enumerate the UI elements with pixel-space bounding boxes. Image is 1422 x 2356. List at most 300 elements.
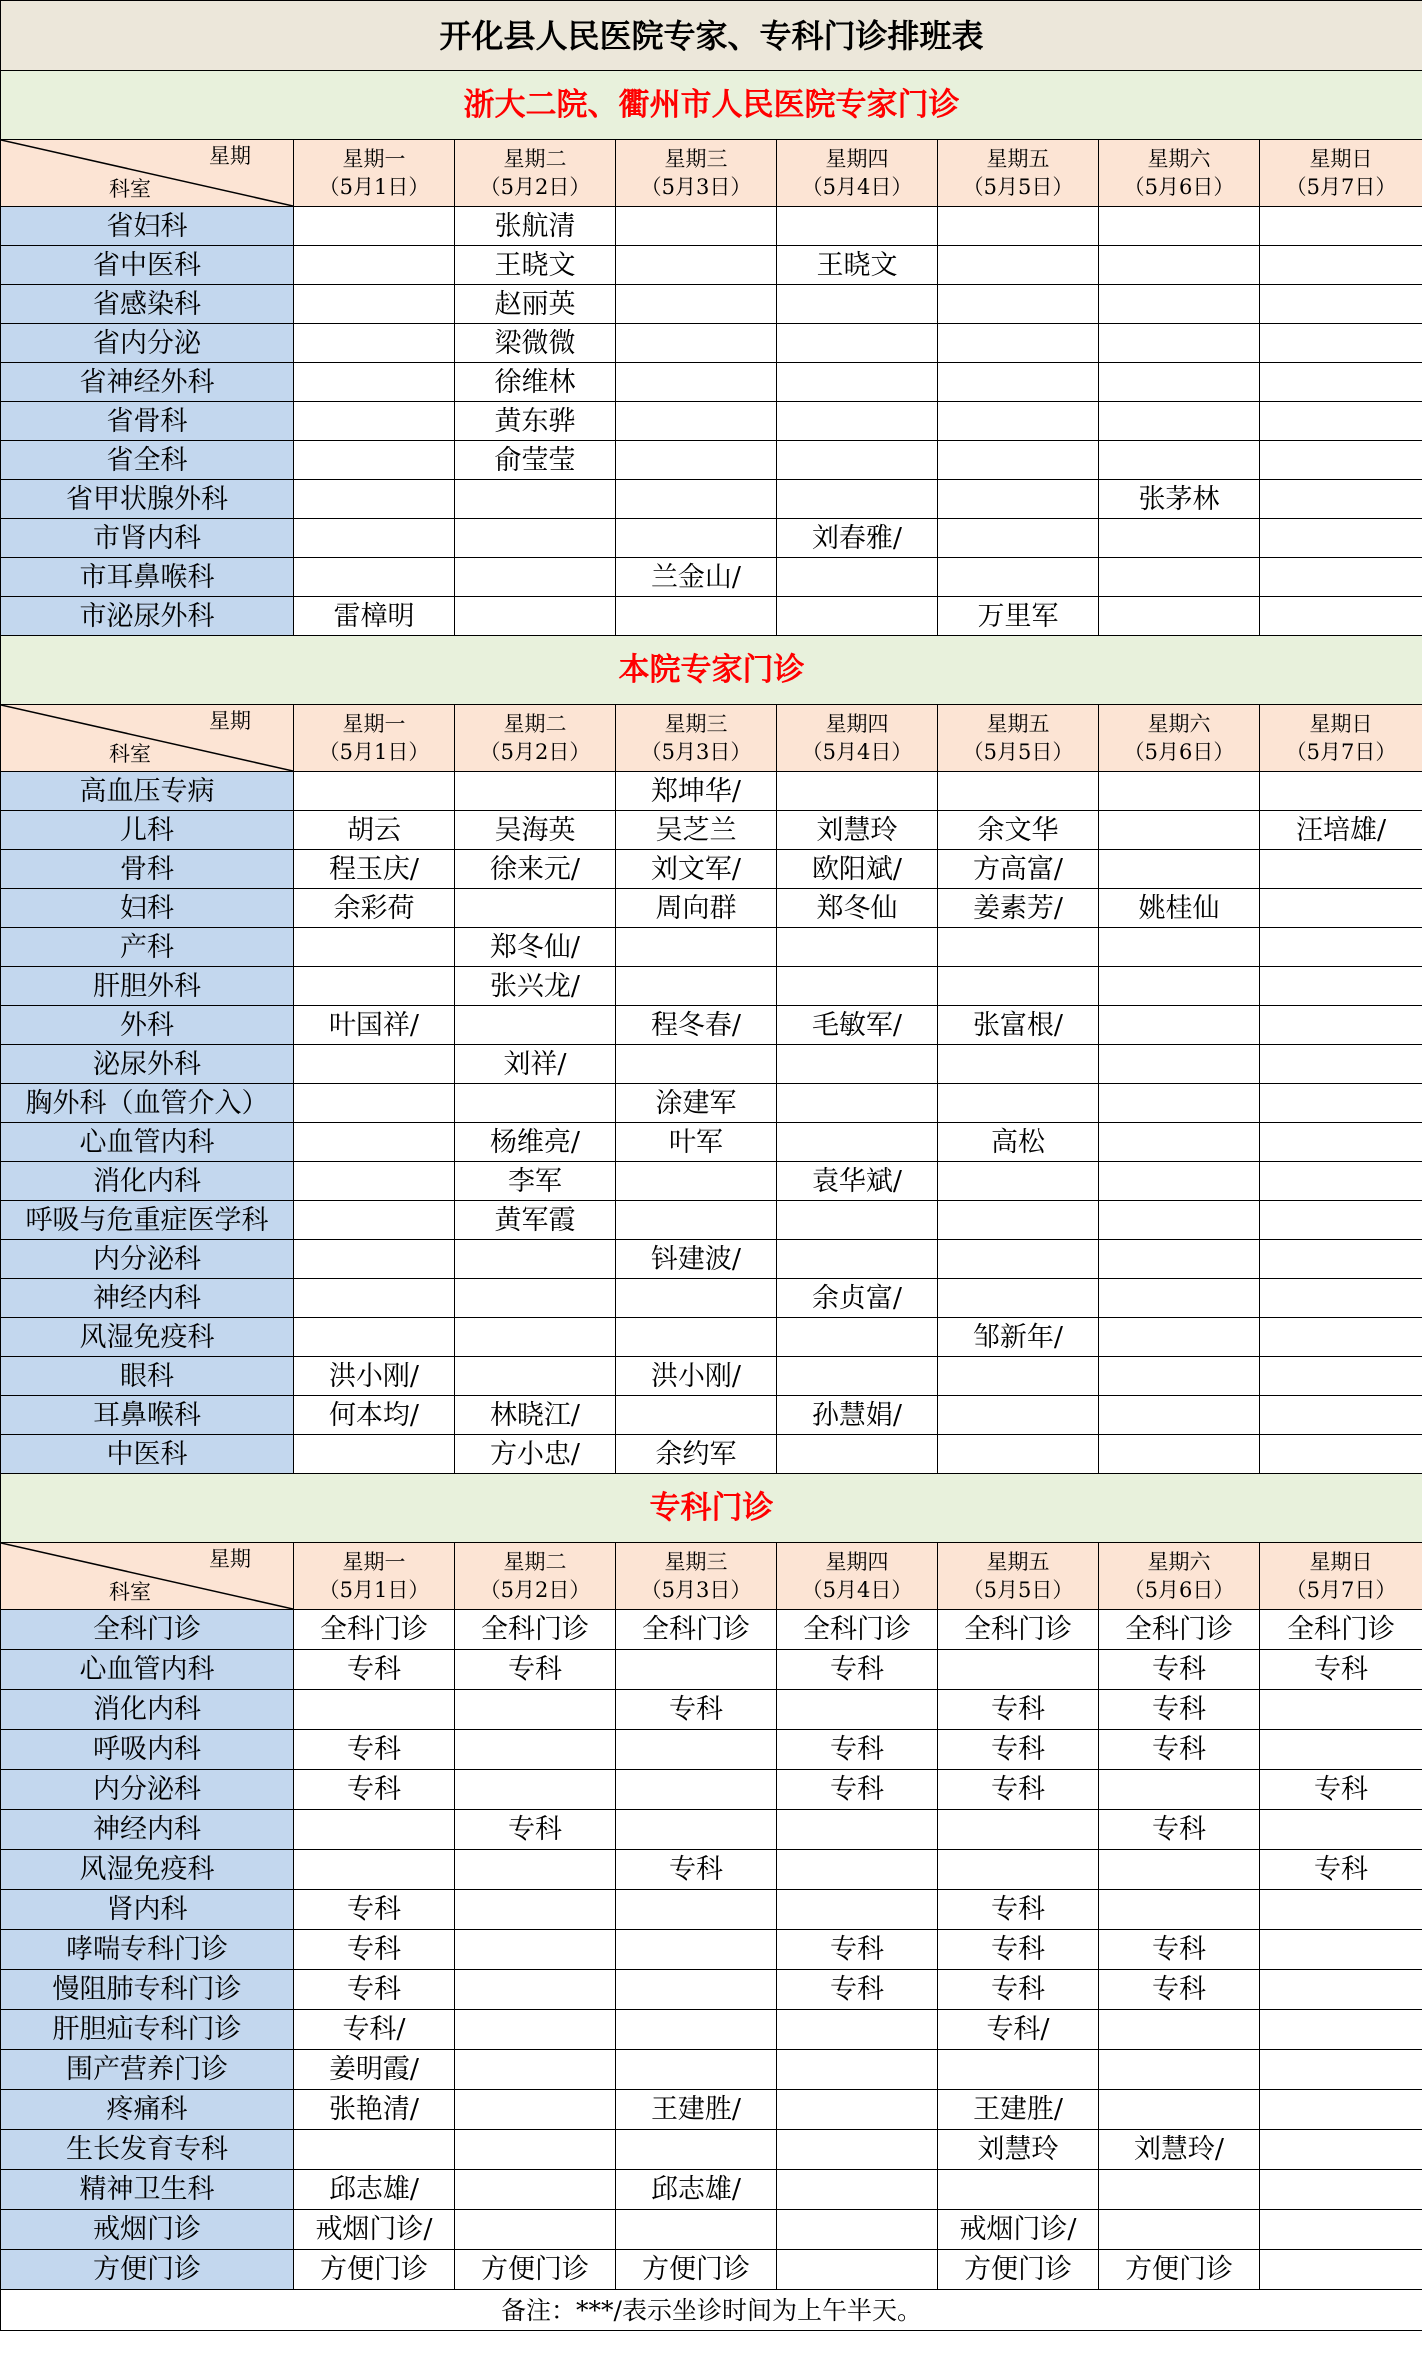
schedule-cell: 专科 — [777, 1930, 938, 1970]
schedule-cell — [294, 772, 455, 811]
schedule-body — [1, 1, 1422, 2290]
schedule-cell — [294, 1201, 455, 1240]
table-row — [1, 2130, 1422, 2170]
schedule-cell — [938, 1201, 1099, 1240]
schedule-cell — [1260, 480, 1422, 519]
schedule-cell — [1260, 1045, 1422, 1084]
schedule-cell — [938, 558, 1099, 597]
corner-week-label: 星期 — [209, 1547, 251, 1571]
schedule-cell: 洪小刚/ — [294, 1357, 455, 1396]
weekday-date: （5月7日） — [1285, 1578, 1397, 1602]
schedule-cell — [777, 772, 938, 811]
schedule-cell — [455, 2050, 616, 2090]
schedule-cell — [1099, 207, 1260, 246]
schedule-cell: 兰金山/ — [616, 558, 777, 597]
schedule-cell: 专科 — [294, 1930, 455, 1970]
schedule-cell — [1099, 402, 1260, 441]
weekday-header — [1260, 705, 1422, 772]
schedule-cell — [1099, 928, 1260, 967]
schedule-cell — [777, 2210, 938, 2250]
schedule-cell — [1099, 1318, 1260, 1357]
schedule-cell — [1260, 441, 1422, 480]
schedule-cell: 专科 — [294, 1970, 455, 2010]
table-row — [1, 1240, 1422, 1279]
schedule-cell — [616, 1730, 777, 1770]
schedule-cell — [777, 1123, 938, 1162]
department-cell: 中医科 — [1, 1435, 294, 1474]
schedule-cell: 专科 — [1260, 1770, 1422, 1810]
weekday-date: （5月2日） — [479, 740, 591, 764]
schedule-cell — [455, 1930, 616, 1970]
weekday-date: （5月4日） — [801, 740, 913, 764]
schedule-cell — [294, 928, 455, 967]
weekday-date: （5月5日） — [962, 740, 1074, 764]
schedule-cell — [777, 1240, 938, 1279]
schedule-cell — [616, 2210, 777, 2250]
schedule-cell — [616, 207, 777, 246]
table-row — [1, 1357, 1422, 1396]
weekday-name: 星期四 — [825, 1550, 889, 1574]
schedule-cell — [616, 1201, 777, 1240]
schedule-cell — [455, 1770, 616, 1810]
weekday-header — [294, 140, 455, 207]
schedule-cell — [455, 2130, 616, 2170]
department-cell: 产科 — [1, 928, 294, 967]
weekday-date: （5月3日） — [640, 1578, 752, 1602]
schedule-cell: 专科 — [294, 1770, 455, 1810]
schedule-cell — [294, 519, 455, 558]
schedule-cell — [1260, 850, 1422, 889]
schedule-cell — [777, 2170, 938, 2210]
schedule-cell — [777, 324, 938, 363]
schedule-cell: 专科 — [777, 1650, 938, 1690]
schedule-cell: 欧阳斌/ — [777, 850, 938, 889]
schedule-cell: 俞莹莹 — [455, 441, 616, 480]
schedule-cell: 王建胜/ — [616, 2090, 777, 2130]
table-row — [1, 889, 1422, 928]
table-row — [1, 1123, 1422, 1162]
schedule-cell: 全科门诊 — [1260, 1610, 1422, 1650]
schedule-cell — [1260, 2210, 1422, 2250]
schedule-cell — [1260, 1084, 1422, 1123]
schedule-cell — [294, 1162, 455, 1201]
schedule-cell: 专科 — [294, 1730, 455, 1770]
schedule-cell: 专科 — [1260, 1850, 1422, 1890]
schedule-cell: 专科 — [1099, 1930, 1260, 1970]
table-row — [1, 558, 1422, 597]
schedule-cell: 邱志雄/ — [294, 2170, 455, 2210]
schedule-cell — [1260, 2170, 1422, 2210]
schedule-cell — [455, 2170, 616, 2210]
schedule-cell — [777, 1435, 938, 1474]
weekday-date: （5月2日） — [479, 1578, 591, 1602]
schedule-cell: 徐维林 — [455, 363, 616, 402]
schedule-cell — [938, 1810, 1099, 1850]
schedule-cell — [1260, 363, 1422, 402]
schedule-cell — [616, 480, 777, 519]
schedule-cell: 专科 — [1099, 1650, 1260, 1690]
schedule-cell: 叶军 — [616, 1123, 777, 1162]
schedule-cell — [1260, 2050, 1422, 2090]
schedule-cell — [616, 1970, 777, 2010]
schedule-cell: 吴海英 — [455, 811, 616, 850]
table-row — [1, 363, 1422, 402]
schedule-cell — [1260, 1970, 1422, 2010]
weekday-header-row — [1, 1543, 1422, 1610]
schedule-cell: 张航清 — [455, 207, 616, 246]
schedule-cell — [777, 967, 938, 1006]
schedule-cell: 全科门诊 — [616, 1610, 777, 1650]
schedule-cell — [1099, 597, 1260, 636]
schedule-cell — [1260, 285, 1422, 324]
weekday-name: 星期六 — [1147, 712, 1211, 736]
schedule-cell: 方便门诊 — [1099, 2250, 1260, 2290]
schedule-cell — [294, 207, 455, 246]
schedule-cell — [938, 967, 1099, 1006]
schedule-cell: 专科 — [938, 1890, 1099, 1930]
schedule-cell — [1099, 246, 1260, 285]
section-title-row — [1, 1474, 1422, 1543]
schedule-cell — [777, 558, 938, 597]
department-cell: 心血管内科 — [1, 1650, 294, 1690]
schedule-cell — [455, 1850, 616, 1890]
schedule-cell: 戒烟门诊/ — [938, 2210, 1099, 2250]
schedule-cell — [1260, 2130, 1422, 2170]
schedule-cell — [455, 1690, 616, 1730]
weekday-header — [294, 705, 455, 772]
schedule-cell — [455, 2010, 616, 2050]
corner-week-label: 星期 — [209, 709, 251, 733]
schedule-cell — [1099, 2050, 1260, 2090]
table-row — [1, 1890, 1422, 1930]
footnote-row — [1, 2290, 1422, 2331]
table-row — [1, 480, 1422, 519]
department-cell: 省内分泌 — [1, 324, 294, 363]
corner-dept-label: 科室 — [109, 177, 151, 201]
weekday-date: （5月6日） — [1123, 175, 1235, 199]
schedule-cell: 姜明霞/ — [294, 2050, 455, 2090]
weekday-date: （5月1日） — [318, 175, 430, 199]
department-cell: 高血压专病 — [1, 772, 294, 811]
department-cell: 心血管内科 — [1, 1123, 294, 1162]
schedule-cell: 专科 — [777, 1770, 938, 1810]
department-cell: 市耳鼻喉科 — [1, 558, 294, 597]
schedule-cell — [294, 2130, 455, 2170]
department-cell: 消化内科 — [1, 1690, 294, 1730]
schedule-cell — [1099, 2170, 1260, 2210]
weekday-name: 星期六 — [1147, 147, 1211, 171]
weekday-name: 星期日 — [1309, 1550, 1373, 1574]
department-cell: 生长发育专科 — [1, 2130, 294, 2170]
schedule-cell — [294, 1123, 455, 1162]
schedule-cell — [938, 519, 1099, 558]
table-row — [1, 1006, 1422, 1045]
schedule-cell — [1099, 1279, 1260, 1318]
table-row — [1, 1650, 1422, 1690]
department-cell: 妇科 — [1, 889, 294, 928]
schedule-cell — [1099, 2090, 1260, 2130]
department-cell: 神经内科 — [1, 1810, 294, 1850]
department-cell: 肝胆疝专科门诊 — [1, 2010, 294, 2050]
schedule-cell — [1099, 363, 1260, 402]
schedule-cell — [777, 2050, 938, 2090]
department-cell: 围产营养门诊 — [1, 2050, 294, 2090]
department-cell: 耳鼻喉科 — [1, 1396, 294, 1435]
schedule-cell — [1099, 1396, 1260, 1435]
schedule-cell: 梁微微 — [455, 324, 616, 363]
table-row — [1, 967, 1422, 1006]
schedule-cell — [1260, 1396, 1422, 1435]
schedule-cell — [777, 402, 938, 441]
department-cell: 骨科 — [1, 850, 294, 889]
schedule-cell — [455, 2210, 616, 2250]
page-title: 开化县人民医院专家、专科门诊排班表 — [1, 1, 1422, 71]
schedule-cell: 专科 — [294, 1890, 455, 1930]
weekday-date: （5月4日） — [801, 1578, 913, 1602]
department-cell: 外科 — [1, 1006, 294, 1045]
weekday-name: 星期五 — [986, 1550, 1050, 1574]
corner-header-cell — [1, 1543, 294, 1610]
weekday-header — [616, 1543, 777, 1610]
schedule-cell: 方便门诊 — [455, 2250, 616, 2290]
schedule-cell — [777, 285, 938, 324]
schedule-cell — [1260, 889, 1422, 928]
schedule-cell: 张兴龙/ — [455, 967, 616, 1006]
department-cell: 消化内科 — [1, 1162, 294, 1201]
schedule-cell: 王晓文 — [777, 246, 938, 285]
schedule-cell — [1099, 1084, 1260, 1123]
table-row — [1, 324, 1422, 363]
schedule-cell — [777, 441, 938, 480]
department-cell: 省中医科 — [1, 246, 294, 285]
table-row — [1, 2010, 1422, 2050]
schedule-cell — [1099, 324, 1260, 363]
department-cell: 哮喘专科门诊 — [1, 1930, 294, 1970]
schedule-cell — [938, 402, 1099, 441]
schedule-cell: 李军 — [455, 1162, 616, 1201]
schedule-cell — [1260, 1279, 1422, 1318]
schedule-cell — [616, 2050, 777, 2090]
table-row — [1, 2210, 1422, 2250]
weekday-date: （5月7日） — [1285, 740, 1397, 764]
schedule-cell: 邹新年/ — [938, 1318, 1099, 1357]
schedule-cell: 徐来元/ — [455, 850, 616, 889]
corner-week-label: 星期 — [209, 144, 251, 168]
schedule-cell — [938, 1650, 1099, 1690]
schedule-cell — [938, 480, 1099, 519]
schedule-cell — [455, 1084, 616, 1123]
weekday-header — [455, 705, 616, 772]
department-cell: 胸外科（血管介入） — [1, 1084, 294, 1123]
table-row — [1, 1690, 1422, 1730]
schedule-cell — [294, 1318, 455, 1357]
schedule-cell — [294, 1435, 455, 1474]
weekday-name: 星期四 — [825, 147, 889, 171]
schedule-cell — [777, 480, 938, 519]
schedule-cell — [777, 2010, 938, 2050]
schedule-cell: 专科/ — [938, 2010, 1099, 2050]
table-row — [1, 1279, 1422, 1318]
table-row — [1, 441, 1422, 480]
schedule-cell — [1099, 285, 1260, 324]
schedule-cell: 方高富/ — [938, 850, 1099, 889]
schedule-cell — [777, 1045, 938, 1084]
weekday-name: 星期一 — [342, 1550, 406, 1574]
weekday-header — [294, 1543, 455, 1610]
department-cell: 呼吸与危重症医学科 — [1, 1201, 294, 1240]
weekday-header — [938, 140, 1099, 207]
table-row — [1, 1850, 1422, 1890]
schedule-cell: 高松 — [938, 1123, 1099, 1162]
schedule-cell — [616, 967, 777, 1006]
table-row — [1, 850, 1422, 889]
department-cell: 方便门诊 — [1, 2250, 294, 2290]
schedule-cell: 张艳清/ — [294, 2090, 455, 2130]
department-cell: 内分泌科 — [1, 1240, 294, 1279]
schedule-cell — [455, 1890, 616, 1930]
schedule-cell — [1260, 207, 1422, 246]
weekday-header — [1260, 140, 1422, 207]
schedule-cell: 姜素芳/ — [938, 889, 1099, 928]
weekday-date: （5月6日） — [1123, 1578, 1235, 1602]
schedule-cell — [1099, 1006, 1260, 1045]
schedule-cell — [455, 1357, 616, 1396]
schedule-cell: 杨维亮/ — [455, 1123, 616, 1162]
schedule-cell — [616, 1890, 777, 1930]
schedule-cell — [294, 246, 455, 285]
schedule-cell — [616, 1045, 777, 1084]
weekday-name: 星期四 — [825, 712, 889, 736]
schedule-cell: 赵丽英 — [455, 285, 616, 324]
weekday-date: （5月5日） — [962, 1578, 1074, 1602]
weekday-name: 星期二 — [503, 712, 567, 736]
schedule-cell: 专科 — [1099, 1730, 1260, 1770]
table-row — [1, 2170, 1422, 2210]
schedule-cell: 程冬春/ — [616, 1006, 777, 1045]
corner-dept-label: 科室 — [109, 1580, 151, 1604]
table-row — [1, 1201, 1422, 1240]
schedule-cell: 专科 — [1099, 1690, 1260, 1730]
schedule-cell — [1260, 402, 1422, 441]
table-row — [1, 1930, 1422, 1970]
schedule-cell — [938, 1045, 1099, 1084]
table-row — [1, 1318, 1422, 1357]
weekday-name: 星期三 — [664, 1550, 728, 1574]
weekday-date: （5月1日） — [318, 740, 430, 764]
schedule-cell: 余彩荷 — [294, 889, 455, 928]
schedule-cell: 毛敏军/ — [777, 1006, 938, 1045]
schedule-cell — [616, 1930, 777, 1970]
schedule-cell — [1260, 597, 1422, 636]
schedule-cell — [455, 1279, 616, 1318]
weekday-name: 星期六 — [1147, 1550, 1211, 1574]
schedule-cell — [294, 480, 455, 519]
weekday-name: 星期日 — [1309, 712, 1373, 736]
table-row — [1, 402, 1422, 441]
schedule-cell — [1260, 519, 1422, 558]
schedule-cell — [777, 2090, 938, 2130]
schedule-cell — [777, 1690, 938, 1730]
schedule-cell: 孙慧娟/ — [777, 1396, 938, 1435]
department-cell: 省神经外科 — [1, 363, 294, 402]
schedule-cell — [1260, 1435, 1422, 1474]
weekday-name: 星期二 — [503, 147, 567, 171]
schedule-cell — [938, 1084, 1099, 1123]
schedule-cell: 郑冬仙/ — [455, 928, 616, 967]
schedule-cell — [455, 519, 616, 558]
schedule-cell — [294, 558, 455, 597]
schedule-cell — [455, 1240, 616, 1279]
schedule-cell — [294, 1240, 455, 1279]
schedule-cell: 洪小刚/ — [616, 1357, 777, 1396]
schedule-cell — [777, 1357, 938, 1396]
schedule-cell — [777, 1850, 938, 1890]
schedule-cell — [1260, 324, 1422, 363]
schedule-cell — [1260, 2010, 1422, 2050]
schedule-cell — [455, 480, 616, 519]
schedule-cell — [1260, 928, 1422, 967]
table-row — [1, 285, 1422, 324]
department-cell: 精神卫生科 — [1, 2170, 294, 2210]
schedule-cell — [294, 1850, 455, 1890]
department-cell: 省甲状腺外科 — [1, 480, 294, 519]
table-row — [1, 772, 1422, 811]
schedule-cell: 刘祥/ — [455, 1045, 616, 1084]
table-row — [1, 811, 1422, 850]
weekday-date: （5月3日） — [640, 175, 752, 199]
schedule-cell — [294, 1279, 455, 1318]
department-cell: 市泌尿外科 — [1, 597, 294, 636]
schedule-cell — [455, 597, 616, 636]
footnote: 备注：***/表示坐诊时间为上午半天。 — [1, 2290, 1422, 2331]
weekday-name: 星期五 — [986, 712, 1050, 736]
corner-header-cell — [1, 705, 294, 772]
schedule-cell — [1099, 1357, 1260, 1396]
schedule-cell: 专科 — [455, 1810, 616, 1850]
schedule-cell — [616, 1318, 777, 1357]
schedule-cell — [1099, 1240, 1260, 1279]
schedule-cell: 张茅林 — [1099, 480, 1260, 519]
schedule-cell — [777, 2130, 938, 2170]
schedule-cell — [1260, 1201, 1422, 1240]
schedule-cell — [1099, 811, 1260, 850]
schedule-cell: 戒烟门诊/ — [294, 2210, 455, 2250]
department-cell: 慢阻肺专科门诊 — [1, 1970, 294, 2010]
schedule-cell — [938, 246, 1099, 285]
schedule-cell — [777, 363, 938, 402]
department-cell: 戒烟门诊 — [1, 2210, 294, 2250]
table-row — [1, 1770, 1422, 1810]
table-row — [1, 1810, 1422, 1850]
section-title: 浙大二院、衢州市人民医院专家门诊 — [1, 71, 1422, 140]
schedule-cell — [616, 928, 777, 967]
schedule-cell: 林晓江/ — [455, 1396, 616, 1435]
schedule-cell — [938, 441, 1099, 480]
schedule-cell — [1260, 1123, 1422, 1162]
schedule-cell: 专科 — [938, 1770, 1099, 1810]
schedule-cell: 张富根/ — [938, 1006, 1099, 1045]
schedule-cell — [1260, 1810, 1422, 1850]
schedule-cell — [455, 1730, 616, 1770]
schedule-cell: 专科 — [938, 1970, 1099, 2010]
table-row — [1, 928, 1422, 967]
schedule-cell — [1260, 1006, 1422, 1045]
weekday-date: （5月7日） — [1285, 175, 1397, 199]
schedule-cell — [294, 1690, 455, 1730]
schedule-cell — [1099, 2010, 1260, 2050]
schedule-cell: 方小忠/ — [455, 1435, 616, 1474]
schedule-cell — [1260, 967, 1422, 1006]
